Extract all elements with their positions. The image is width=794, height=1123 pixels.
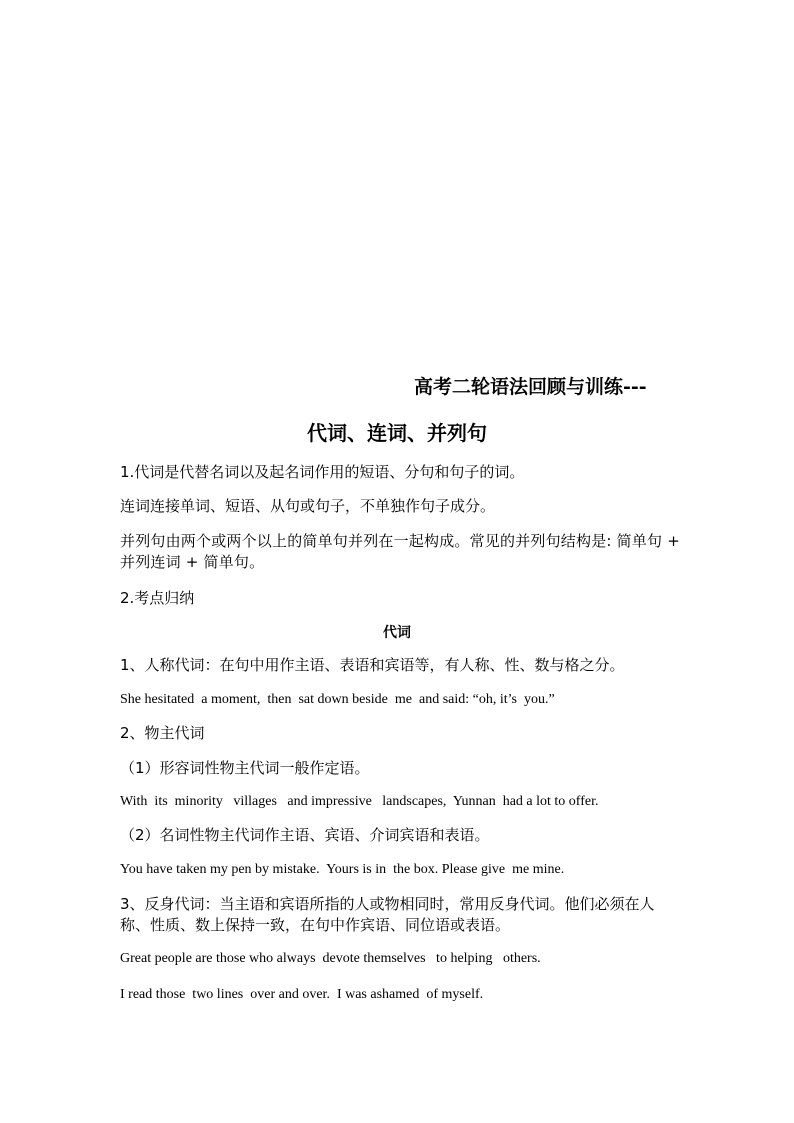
paragraph-compound-sentence-definition: 并列句由两个或两个以上的简单句并列在一起构成。常见的并列句结构是: 简单句 + 并列连词 + 简单句。 xyxy=(120,532,680,571)
document-title-line1: 高考二轮语法回顾与训练--- xyxy=(414,376,647,398)
paragraph-conjunction-definition: 连词连接单词、短语、从句或句子，不单独作句子成分。 xyxy=(120,497,496,515)
section-heading-pronouns: 代词 xyxy=(383,625,411,641)
paragraph-nominal-possessive: （2）名词性物主代词作主语、宾语、介词宾语和表语。 xyxy=(120,826,490,844)
example-sentence-1: She hesitated a moment, then sat down beside me and said: “oh, it’s you.” xyxy=(120,692,555,707)
example-sentence-4: Great people are those who always devote themselves to helping others. xyxy=(120,951,541,966)
paragraph-reflexive-pronouns: 3、反身代词：当主语和宾语所指的人或物相同时，常用反身代词。他们必须在人称、性质、数上保持一致，在句中作宾语、同位语或表语。 xyxy=(120,895,655,934)
example-sentence-3: You have taken my pen by mistake. Yours is in the box. Please give me mine. xyxy=(120,862,565,877)
paragraph-adjectival-possessive: （1）形容词性物主代词一般作定语。 xyxy=(120,759,370,777)
example-sentence-5: I read those two lines over and over. I was ashamed of myself. xyxy=(120,987,484,1002)
example-sentence-2: With its minority villages and impressive landscapes, Yunnan had a lot to offer. xyxy=(120,794,599,809)
paragraph-pronoun-definition: 1.代词是代替名词以及起名词作用的短语、分句和句子的词。 xyxy=(120,463,525,481)
paragraph-personal-pronouns: 1、人称代词：在句中用作主语、表语和宾语等，有人称、性、数与格之分。 xyxy=(120,656,625,674)
paragraph-possessive-pronouns: 2、物主代词 xyxy=(120,724,205,742)
document-title-line2: 代词、连词、并列句 xyxy=(307,421,487,445)
paragraph-key-points-heading: 2.考点归纳 xyxy=(120,589,195,607)
